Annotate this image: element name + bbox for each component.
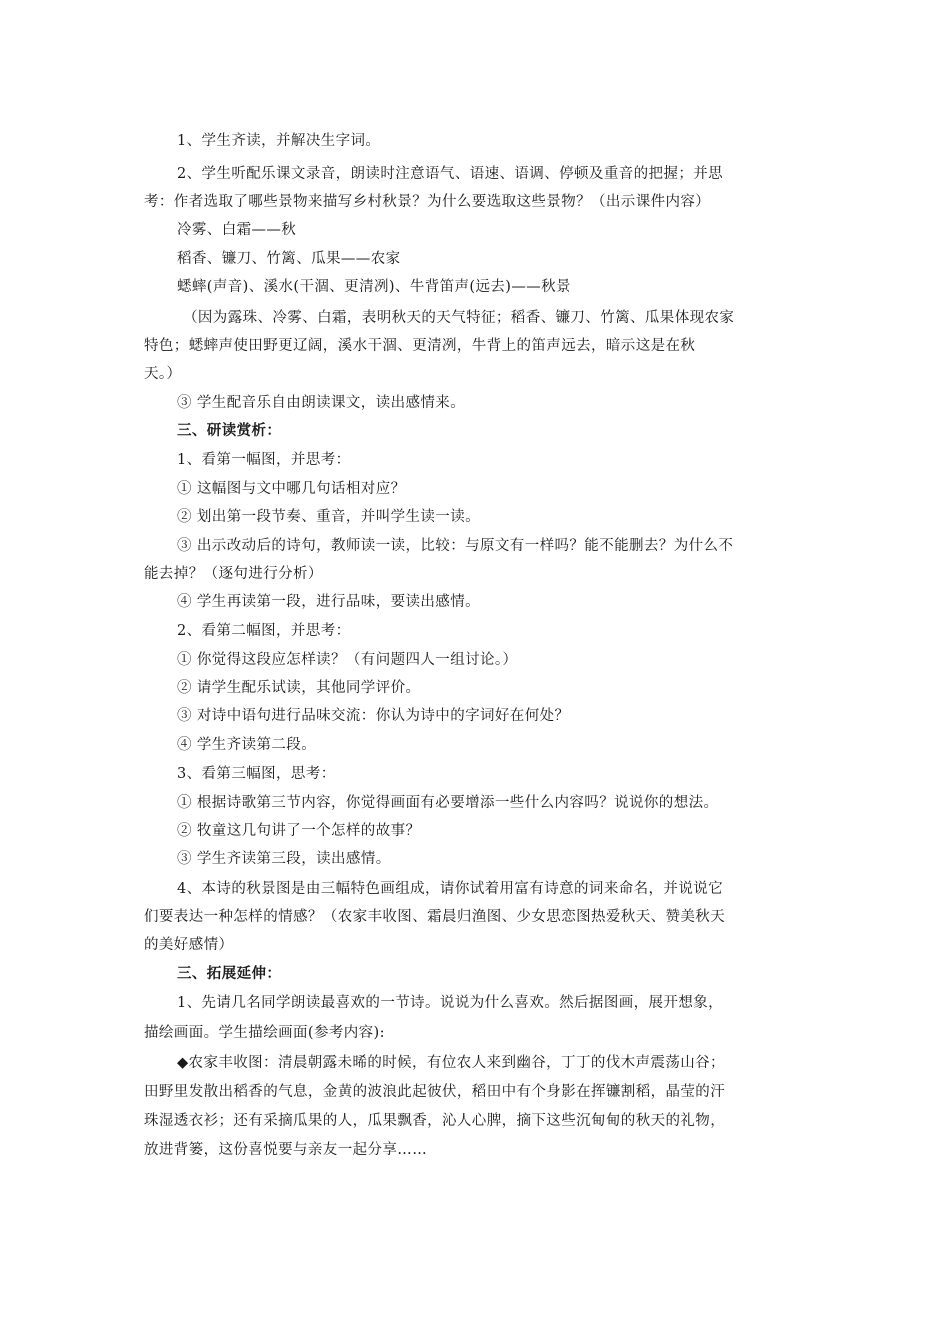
paragraph-line: ① 这幅图与文中哪几句话相对应？ <box>177 481 406 497</box>
paragraph-line: ③ 出示改动后的诗句，教师读一读，比较：与原文有一样吗？能不能删去？为什么不 <box>177 538 734 554</box>
paragraph-line: 3、看第三幅图，思考： <box>177 766 336 782</box>
paragraph-line: 2、看第二幅图，并思考： <box>177 623 351 639</box>
paragraph-line: （因为露珠、冷雾、白霜，表明秋天的天气特征；稻香、镰刀、竹篱、瓜果体现农家 <box>183 310 735 326</box>
paragraph-line: 的美好感情） <box>144 937 234 953</box>
paragraph-line: 特色；蟋蟀声使田野更辽阔，溪水干涸、更清冽，牛背上的笛声远去，暗示这是在秋 <box>144 338 696 354</box>
paragraph-line: ② 划出第一段节奏、重音，并叫学生读一读。 <box>177 509 481 525</box>
paragraph-line: 珠湿透衣衫；还有采摘瓜果的人，瓜果飘香，沁人心脾，摘下这些沉甸甸的秋天的礼物， <box>144 1113 726 1129</box>
paragraph-line: ③ 学生齐读第三段，读出感情。 <box>177 851 391 867</box>
paragraph-line: ④ 学生齐读第二段。 <box>177 737 317 753</box>
paragraph-line: ③ 对诗中语句进行品味交流：你认为诗中的字词好在何处？ <box>177 708 570 724</box>
paragraph-line: ① 你觉得这段应怎样读？（有问题四人一组讨论。） <box>177 652 518 668</box>
section-heading: 三、拓展延伸： <box>177 965 282 982</box>
paragraph-line: 冷雾、白霜——秋 <box>177 222 297 238</box>
paragraph-line: 2、学生听配乐课文录音，朗读时注意语气、语速、语调、停顿及重音的把握；并思 <box>177 166 724 182</box>
paragraph-line: ① 根据诗歌第三节内容，你觉得画面有必要增添一些什么内容吗？说说你的想法。 <box>177 795 719 811</box>
section-heading: 三、研读赏析： <box>177 422 282 439</box>
paragraph-line: 放进背篓，这份喜悦要与亲友一起分享…… <box>144 1142 428 1158</box>
paragraph-line: 描绘画面。学生描绘画面(参考内容): <box>144 1025 385 1041</box>
paragraph-line: 能去掉？（逐句进行分析） <box>144 566 323 582</box>
paragraph-line: 们要表达一种怎样的情感？（农家丰收图、霜晨归渔图、少女思恋图热爱秋天、赞美秋天 <box>144 909 726 925</box>
paragraph-line: 4、本诗的秋景图是由三幅特色画组成，请你试着用富有诗意的词来命名，并说说它 <box>177 881 724 897</box>
paragraph-line: ② 请学生配乐试读，其他同学评价。 <box>177 680 421 696</box>
paragraph-line: ③ 学生配音乐自由朗读课文，读出感情来。 <box>177 395 466 411</box>
paragraph-line: ② 牧童这几句讲了一个怎样的故事？ <box>177 823 421 839</box>
paragraph-line: ④ 学生再读第一段，进行品味，要读出感情。 <box>177 594 481 610</box>
paragraph-line: ◆农家丰收图：清晨朝露未晞的时候，有位农人来到幽谷，丁丁的伐木声震荡山谷； <box>177 1055 725 1071</box>
paragraph-line: 考：作者选取了哪些景物来描写乡村秋景？为什么要选取这些景物？（出示课件内容） <box>144 194 711 210</box>
paragraph-line: 1、看第一幅图，并思考： <box>177 452 351 468</box>
paragraph-line: 稻香、镰刀、竹篱、瓜果——农家 <box>177 251 401 267</box>
paragraph-line: 1、先请几名同学朗读最喜欢的一节诗。说说为什么喜欢。然后据图画，展开想象， <box>177 995 724 1011</box>
paragraph-line: 1、学生齐读，并解决生字词。 <box>177 133 381 149</box>
paragraph-line: 蟋蟀(声音)、溪水(干涸、更清冽)、牛背笛声(远去)——秋景 <box>177 279 571 295</box>
paragraph-line: 天。） <box>144 366 182 382</box>
paragraph-line: 田野里发散出稻香的气息，金黄的波浪此起彼伏，稻田中有个身影在挥镰割稻，晶莹的汗 <box>144 1084 726 1100</box>
